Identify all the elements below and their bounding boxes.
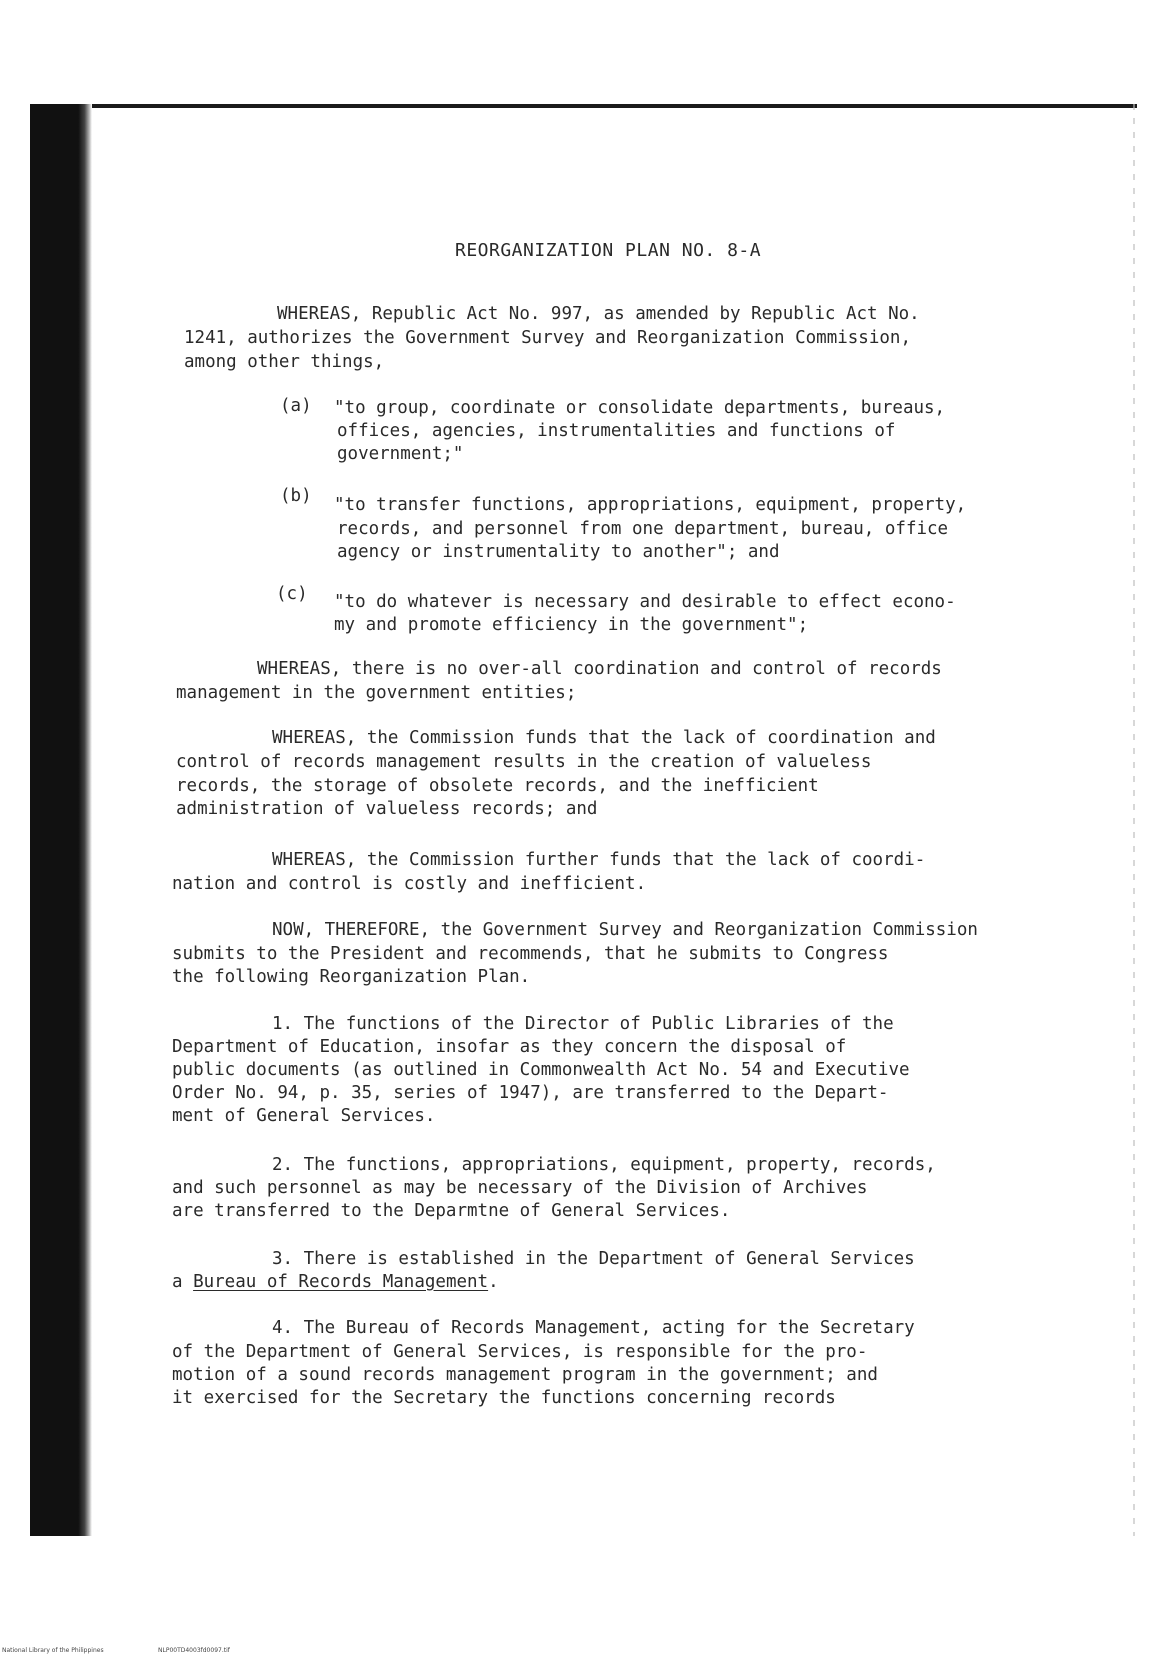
clause-line: "to do whatever is necessary and desirable to effect econo- xyxy=(334,592,956,612)
plan-item-2-line: are transferred to the Deparmtne of General Services. xyxy=(172,1201,731,1221)
plan-item-2-line: and such personnel as may be necessary of the Division of Archives xyxy=(172,1178,868,1198)
clause-marker-c: (c) xyxy=(276,584,308,604)
bureau-of-records-management-name: Bureau of Records Management xyxy=(193,1272,489,1292)
whereas-line: WHEREAS, the Commission funds that the lack of coordination and xyxy=(272,728,936,748)
preamble-line: among other things, xyxy=(184,352,385,372)
clause-line: records, and personnel from one department, bureau, office xyxy=(337,519,949,539)
whereas-line: nation and control is costly and inefficient. xyxy=(172,874,647,894)
scan-left-binding-edge xyxy=(30,104,92,1536)
plan-item-4-line: motion of a sound records management program in the government; and xyxy=(172,1365,878,1385)
clause-marker-a: (a) xyxy=(280,396,312,416)
footer-filename: NLP00TD4003fd0097.tif xyxy=(158,1647,230,1654)
document-title: REORGANIZATION PLAN NO. 8-A xyxy=(455,240,762,261)
whereas-line: records, the storage of obsolete records, and the inefficient xyxy=(176,776,819,796)
now-therefore-line: NOW, THEREFORE, the Government Survey and Reorganization Commission xyxy=(272,920,978,940)
plan-item-3-prefix: a xyxy=(172,1272,194,1292)
clause-line: "to group, coordinate or consolidate departments, bureaus, xyxy=(334,398,946,418)
scan-right-edge xyxy=(1133,104,1135,1536)
plan-item-1-line: Order No. 94, p. 35, series of 1947), are transferred to the Depart- xyxy=(172,1083,889,1103)
plan-item-4-line: of the Department of General Services, is responsible for the pro- xyxy=(172,1342,868,1362)
plan-item-1-line: Department of Education, insofar as they concern the disposal of xyxy=(172,1037,847,1057)
whereas-line: WHEREAS, the Commission further funds that the lack of coordi- xyxy=(272,850,926,870)
plan-item-1-line: ment of General Services. xyxy=(172,1106,436,1126)
scan-top-border xyxy=(30,104,1137,108)
plan-item-1-line: public documents (as outlined in Commonwealth Act No. 54 and Executive xyxy=(172,1060,910,1080)
whereas-line: control of records management results in the creation of valueless xyxy=(176,752,872,772)
clause-line: "to transfer functions, appropriations, equipment, property, xyxy=(334,495,967,515)
whereas-line: administration of valueless records; and xyxy=(176,799,598,819)
plan-item-3-line xyxy=(172,1274,499,1292)
preamble-line: 1241, authorizes the Government Survey and Reorganization Commission, xyxy=(184,328,911,348)
clause-line: my and promote efficiency in the government"; xyxy=(334,615,809,635)
now-therefore-line: submits to the President and recommends, that he submits to Congress xyxy=(172,944,889,964)
whereas-line: WHEREAS, there is no over-all coordination and control of records xyxy=(257,659,942,679)
now-therefore-line: the following Reorganization Plan. xyxy=(172,967,531,987)
clause-line: agency or instrumentality to another"; and xyxy=(337,542,780,562)
footer-source: National Library of the Philippines xyxy=(2,1647,104,1654)
preamble-line: WHEREAS, Republic Act No. 997, as amended by Republic Act No. xyxy=(277,304,920,324)
plan-item-4-line: 4. The Bureau of Records Management, acting for the Secretary xyxy=(272,1318,915,1338)
plan-item-1-line: 1. The functions of the Director of Public Libraries of the xyxy=(272,1014,894,1034)
clause-marker-b: (b) xyxy=(280,486,312,506)
plan-item-3-suffix: . xyxy=(488,1272,499,1292)
plan-item-3-line: 3. There is established in the Department of General Services xyxy=(272,1249,915,1269)
clause-line: offices, agencies, instrumentalities and functions of xyxy=(337,421,896,441)
clause-line: government;" xyxy=(337,444,464,464)
whereas-line: management in the government entities; xyxy=(176,683,577,703)
plan-item-2-line: 2. The functions, appropriations, equipment, property, records, xyxy=(272,1155,936,1175)
plan-item-4-line: it exercised for the Secretary the functions concerning records xyxy=(172,1388,836,1408)
